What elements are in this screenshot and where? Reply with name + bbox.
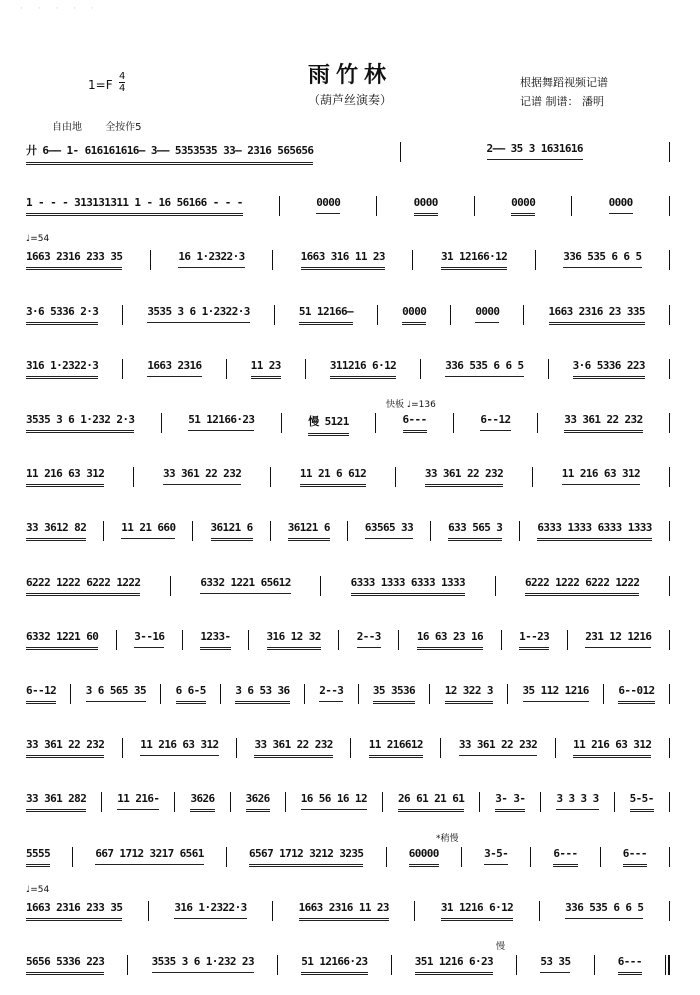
time-signature [119,71,125,94]
measure: 316 1·2322·3 [174,901,246,919]
measure-row [26,305,672,325]
barline [272,250,273,270]
barline [350,738,351,758]
barline [338,630,339,650]
measure: 51 12166·23 [188,413,254,431]
barline [523,305,524,325]
barline [669,142,670,162]
barline [669,847,670,867]
measure-row [26,467,672,487]
measure: 316 12 32 [267,630,321,650]
barline [277,955,278,975]
barline [304,684,305,704]
barline [281,413,282,433]
measure: 16 1·2322·3 [178,250,244,268]
measure: 1233- [200,630,230,650]
final-barline [665,955,670,975]
measure: 33 361 22 232 [459,738,537,756]
barline [103,521,104,541]
measure: 2--3 [357,630,381,648]
measure: 316 1·2322·3 [26,359,98,379]
barline [669,196,670,216]
barline [226,359,227,379]
measure: 16 63 23 16 [417,630,483,650]
measure-row [26,250,672,270]
barline [70,684,71,704]
barline [375,413,376,433]
measure: 0000 [316,196,340,214]
measure: 11 21 6 612 [300,467,366,487]
score-line [26,564,672,604]
barline [358,684,359,704]
measure: 11 216 63 312 [562,467,640,485]
barline [539,901,540,921]
barline [150,250,151,270]
measure: 11 216 63 312 [140,738,218,756]
measure: 3 6 53 36 [235,684,289,704]
barline [461,847,462,867]
barline [430,521,431,541]
score-line [26,618,672,658]
score-line [26,401,672,441]
score-line [26,293,672,333]
barline [412,250,413,270]
score-line [26,943,672,983]
score-line [26,884,672,929]
measure: 26 61 21 61 [398,792,464,812]
barline [174,792,175,812]
tempo-mark: *稍慢 [436,833,459,844]
measure: 336 535 6 6 5 [563,250,641,268]
score-line [26,130,672,170]
barline [571,196,572,216]
barline [122,305,123,325]
measure: 6 6-5 [176,684,206,704]
measure: 6--- [618,955,642,975]
barline [548,359,549,379]
measure: 667 1712 3217 6561 [95,847,203,865]
barline [516,955,517,975]
barline [320,576,321,596]
barline [669,901,670,921]
song-subtitle: （葫芦丝演奏） [307,93,392,107]
measure: 5-5- [630,792,654,812]
measure-row [26,792,672,812]
tempo-mark: ♩=54 [26,234,50,245]
barline [440,738,441,758]
barline [453,413,454,433]
barline [519,521,520,541]
credit-author: 记谱 制谱： 潘明 [520,95,604,108]
measure: 3626 [246,792,270,812]
measure-row [26,359,672,379]
barline [279,196,280,216]
score-line [26,455,672,495]
measure: 1--23 [519,630,549,650]
measure: 3- 3- [495,792,525,812]
measure: 63565 33 [365,521,413,539]
barline [507,684,508,704]
barline [376,196,377,216]
measure: 336 535 6 6 5 [565,901,643,919]
measure: 6--12 [480,413,510,431]
measure: 60000 [409,847,439,867]
barline [377,305,378,325]
barline [669,250,670,270]
measure-row [26,576,672,596]
measure: 2—— 35 3 1631616 [487,142,583,160]
measure: 633 565 3 [448,521,502,541]
faint-header-text: · · · · · [20,4,100,14]
measure: 6222 1222 6222 1222 [525,576,639,596]
measure: 6332 1221 65612 [200,576,290,594]
measure: 1663 2316 233 35 [26,901,122,921]
score-line [26,780,672,820]
measure: 0000 [414,196,438,216]
measure: 3--16 [134,630,164,648]
measure: 0000 [511,196,535,216]
measure: 0000 [609,196,633,214]
measure: 33 361 22 232 [564,413,642,433]
barline [474,196,475,216]
measure: 16 56 16 12 [301,792,367,810]
measure: 1663 2316 11 23 [299,901,389,921]
measure: 6567 1712 3212 3235 [249,847,363,867]
measure-row [26,738,672,758]
measure: 6333 1333 6333 1333 [537,521,651,541]
barline [669,792,670,812]
barline [122,738,123,758]
measure: 5555 [26,847,50,867]
measure: 6--- [403,413,427,433]
measure: 33 361 22 232 [425,467,503,487]
barline [414,901,415,921]
measure: 31 12166·12 [441,250,507,270]
measure: 51 12166– [299,305,353,325]
measure: 6333 1333 6333 1333 [351,576,465,596]
credit-source: 根据舞蹈视频记谱 [520,76,608,89]
measure-row [26,196,672,216]
measure: 11 216612 [369,738,423,758]
measure: 3626 [190,792,214,812]
barline [669,359,670,379]
barline [148,901,149,921]
barline [530,847,531,867]
measure: 36121 6 [288,521,330,541]
score-line [26,835,672,875]
barline [133,467,134,487]
barline [540,792,541,812]
barline [270,467,271,487]
tempo-mark: ♩=54 [26,884,50,895]
score-line [26,509,672,549]
barline [450,305,451,325]
barline [72,847,73,867]
barline [170,576,171,596]
measure: 0000 [402,305,426,325]
barline [535,250,536,270]
measure: 3 3 3 3 [556,792,598,810]
measure: 6--012 [618,684,654,704]
barline [532,467,533,487]
barline [669,521,670,541]
measure: 3535 3 6 1·232 23 [152,955,254,973]
measure: 311216 6·12 [330,359,396,379]
measure: 1 - - - 313131311 1 - 16 56166 - - - [26,196,243,216]
barline [594,955,595,975]
barline [248,630,249,650]
measure: 11 216 63 312 [26,467,104,487]
measure: 3·6 5336 223 [573,359,645,379]
measure-row [26,142,672,165]
measure: 53 35 [540,955,570,973]
measure: 6332 1221 60 [26,630,98,650]
measure: 31 1216 6·12 [441,901,513,921]
measure: 0000 [475,305,499,323]
barline [395,467,396,487]
barline [192,521,193,541]
barline [270,521,271,541]
measure: 2--3 [319,684,343,702]
tempo-mark: 快板 ♩=136 [386,400,436,410]
score-line [26,726,672,766]
measure: 11 216 63 312 [573,738,651,758]
barline [501,630,502,650]
barline [479,792,480,812]
barline [161,413,162,433]
barline [603,684,604,704]
measure: 33 3612 82 [26,521,86,541]
tempo-mark: 慢 [496,942,506,952]
measure: 11 21 660 [121,521,175,539]
measure: 11 23 [251,359,281,379]
measure: 慢 5121 [308,413,349,436]
measure: 6--12 [26,684,56,704]
score-line [26,234,672,278]
barline [567,630,568,650]
barline [116,630,117,650]
barline [230,792,231,812]
barline [555,738,556,758]
measure: 3535 3 6 1·232 2·3 [26,413,134,433]
meter-bottom: 4 [119,83,126,94]
barline [398,630,399,650]
barline [274,305,275,325]
barline [495,576,496,596]
measure-row [26,521,672,541]
barline [226,847,227,867]
meter-top: 4 [119,71,126,82]
score-line [26,184,672,224]
barline [347,521,348,541]
measure: 12 322 3 [445,684,493,704]
barline [220,684,221,704]
measure: 6--- [553,847,577,867]
measure: 5656 5336 223 [26,955,104,975]
barline [285,792,286,812]
barline [127,955,128,975]
score-line [26,672,672,712]
measure: 3535 3 6 1·2322·3 [147,305,249,323]
measure: 35 112 1216 [523,684,589,702]
key-signature: 1=F [88,78,113,92]
barline [122,359,123,379]
measure-row [26,847,672,867]
barline [182,630,183,650]
barline [429,684,430,704]
measure: 3 6 565 35 [86,684,146,702]
measure: 33 361 22 232 [163,467,241,485]
measure: 1663 2316 233 35 [26,250,122,270]
measure: 36121 6 [211,521,253,541]
measure: 3·6 5336 2·3 [26,305,98,325]
measure-row [26,684,672,704]
measure-row [26,630,672,650]
barline [669,630,670,650]
measure: 351 1216 6·23 [415,955,493,975]
barline [236,738,237,758]
measure: 231 12 1216 [585,630,651,648]
barline [614,792,615,812]
measure: 1663 2316 [147,359,201,377]
measure-row [26,955,672,975]
direction-free: 自由地 [52,122,82,133]
measure: 1663 316 11 23 [301,250,385,270]
barline [382,792,383,812]
score-line [26,347,672,387]
direction-technique: 全按作5 [105,122,142,133]
measure: 6--- [623,847,647,867]
barline [537,413,538,433]
barline [101,792,102,812]
measure: 3-5- [484,847,508,865]
barline [386,847,387,867]
barline [669,738,670,758]
measure-row [26,901,672,921]
barline [669,684,670,704]
measure: 1663 2316 23 335 [549,305,645,325]
barline [669,576,670,596]
barline [669,305,670,325]
measure: 廾 6—— 1- 616161616— 3—— 5353535 33— 2316 565656 [26,142,313,165]
barline [305,359,306,379]
measure: 33 361 22 232 [254,738,332,758]
measure: 336 535 6 6 5 [445,359,523,377]
barline [272,901,273,921]
barline [391,955,392,975]
measure: 33 361 22 232 [26,738,104,758]
measure: 33 361 282 [26,792,86,812]
measure: 6222 1222 6222 1222 [26,576,140,596]
barline [669,467,670,487]
measure-row [26,413,672,436]
song-title: 雨竹林 [307,62,392,88]
measure: 11 216- [117,792,159,810]
measure: 35 3536 [373,684,415,704]
barline [600,847,601,867]
barline [669,413,670,433]
barline [420,359,421,379]
measure: 51 12166·23 [301,955,367,975]
barline [400,142,401,162]
barline [160,684,161,704]
